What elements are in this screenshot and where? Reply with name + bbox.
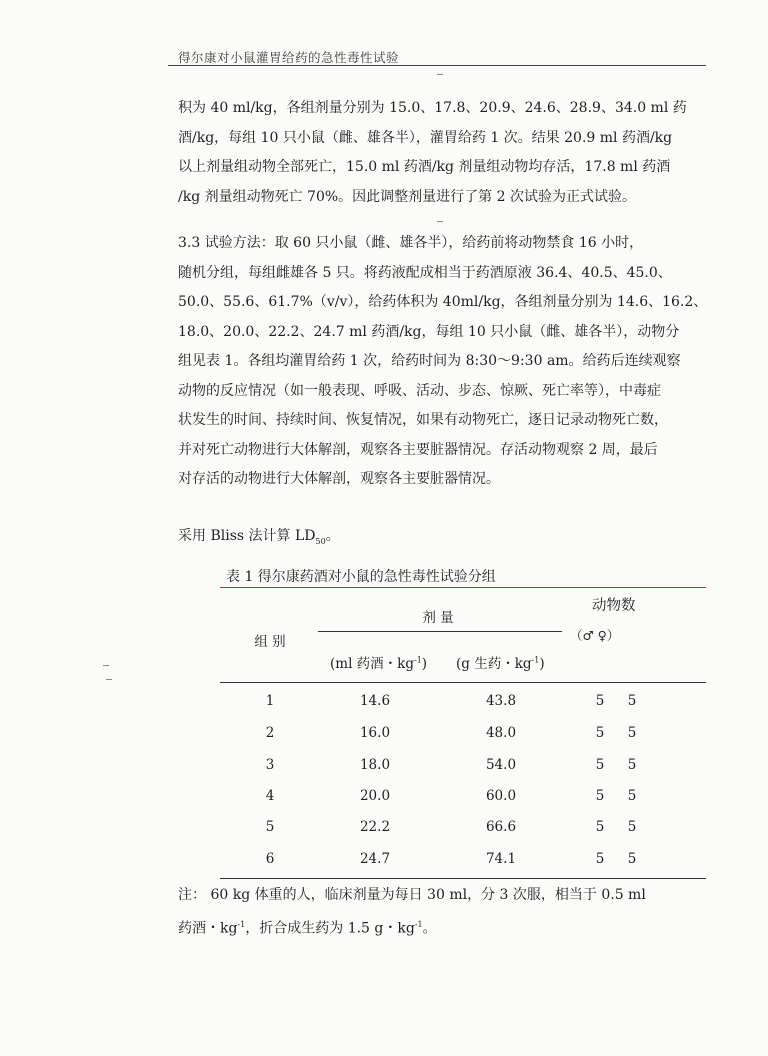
- cell-group: 3: [265, 757, 275, 773]
- cell-male: 5: [595, 693, 605, 709]
- header-group: 组 别: [254, 634, 286, 650]
- cell-group: 2: [265, 725, 275, 741]
- bliss-end: 。: [325, 528, 340, 544]
- cell-male: 5: [595, 788, 605, 804]
- note-text: ，折合成生药为 1.5 g・kg: [245, 920, 415, 937]
- text-line: [178, 522, 706, 552]
- table-note: [178, 881, 706, 944]
- cell-ml: 22.2: [359, 819, 391, 835]
- note-text: 。: [422, 920, 437, 937]
- cell-g: 60.0: [485, 788, 517, 804]
- note-superscript: -1: [237, 920, 246, 929]
- text-line: 对存活的动物进行大体解剖，观察各主要脏器情况。: [178, 471, 500, 487]
- cell-group: 6: [265, 851, 275, 867]
- cell-male: 5: [595, 851, 605, 867]
- cell-ml: 14.6: [359, 693, 391, 709]
- cell-group: 4: [265, 788, 275, 804]
- cell-g: 43.8: [485, 693, 517, 709]
- paragraph-test-method: [178, 229, 706, 495]
- scan-artifact: [103, 665, 109, 666]
- header-animals: 动物数: [592, 598, 636, 614]
- text-line: 50.0、55.6、61.7%（v/v），给药体积为 40ml/kg，各组剂量分别为 14.6、16.2、: [178, 294, 708, 310]
- paragraph-dosing-prelim: [178, 94, 706, 212]
- text-line: 状发生的时间、持续时间、恢复情况，如果有动物死亡，逐日记录动物死亡数，: [178, 412, 668, 428]
- text-line: 3.3 试验方法：取 60 只小鼠（雌、雄各半），给药前将动物禁食 16 小时，: [178, 235, 644, 251]
- text-line: 动物的反应情况（如一般表现、呼吸、活动、步态、惊厥、死亡率等），中毒症: [178, 382, 661, 399]
- dose-g-unit: (g 生药・kg: [456, 656, 532, 672]
- cell-female: 5: [627, 693, 637, 709]
- header-dose: 剂 量: [422, 610, 454, 626]
- cell-male: 5: [595, 725, 605, 741]
- unit-close: ): [539, 656, 545, 672]
- dose-subheader-rule: [318, 631, 562, 632]
- ld50-subscript: 50: [315, 536, 326, 546]
- text-line: 随机分组，每组雌雄各 5 只。将药液配成相当于药酒原液 36.4、40.5、45.0、: [178, 264, 672, 281]
- cell-male: 5: [595, 819, 605, 835]
- cell-female: 5: [627, 819, 637, 835]
- running-header: 得尔康对小鼠灌胃给药的急性毒性试验: [178, 50, 400, 65]
- cell-g: 54.0: [485, 757, 517, 773]
- text-line: 酒/kg，每组 10 只小鼠（雌、雄各半），灌胃给药 1 次。结果 20.9 ml 药酒/kg: [178, 129, 673, 146]
- cell-group: 5: [265, 819, 275, 835]
- text-line: /kg 剂量组动物死亡 70%。因此调整剂量进行了第 2 次试验为正式试验。: [178, 188, 636, 205]
- note-line: 注： 60 kg 体重的人，临床剂量为每日 30 ml，分 3 次服，相当于 0.5 ml: [178, 887, 646, 903]
- cell-ml: 20.0: [359, 788, 391, 804]
- cell-ml: 16.0: [359, 725, 391, 741]
- cell-group: 1: [265, 693, 275, 709]
- dose-ml-unit: (ml 药酒・kg: [330, 656, 414, 672]
- scan-artifact: [437, 221, 443, 222]
- scan-artifact: [437, 74, 443, 75]
- unit-superscript: -1: [531, 655, 540, 665]
- header-sex: （♂ ♀）: [570, 628, 620, 643]
- cell-ml: 24.7: [359, 851, 391, 867]
- text-line: 并对死亡动物进行大体解剖，观察各主要脏器情况。存活动物观察 2 周，最后: [178, 441, 658, 458]
- unit-close: ): [421, 656, 428, 672]
- cell-female: 5: [627, 757, 637, 773]
- table-top-rule: [220, 587, 706, 588]
- cell-male: 5: [595, 757, 605, 773]
- unit-superscript: -1: [414, 655, 422, 665]
- paragraph-bliss-method: [178, 522, 706, 552]
- text-line: 积为 40 ml/kg，各组剂量分别为 15.0、17.8、20.9、24.6、28.9、34.0 ml 药: [178, 100, 687, 116]
- cell-female: 5: [627, 851, 637, 867]
- cell-female: 5: [627, 788, 637, 804]
- header-dose-ml: [330, 652, 427, 672]
- cell-g: 66.6: [485, 819, 517, 835]
- cell-ml: 18.0: [359, 757, 391, 773]
- bliss-text: 采用 Bliss 法计算 LD: [178, 528, 316, 544]
- text-line: 组见表 1。各组均灌胃给药 1 次，给药时间为 8:30～9:30 am。给药后连续观察: [178, 353, 681, 369]
- cell-g: 48.0: [485, 725, 517, 741]
- scan-artifact: [106, 679, 112, 680]
- grouping-table: [220, 590, 706, 886]
- table-header-rule: [220, 682, 706, 683]
- header-rule: [168, 65, 706, 66]
- cell-g: 74.1: [485, 851, 517, 867]
- header-dose-g: [456, 652, 545, 672]
- note-line: [178, 910, 706, 944]
- text-line: 18.0、20.0、22.2、24.7 ml 药酒/kg，每组 10 只小鼠（雌、雄各半），动物分: [178, 323, 680, 340]
- note-text: 药酒・kg: [178, 920, 238, 937]
- table-bottom-rule: [220, 878, 706, 879]
- cell-female: 5: [627, 725, 637, 741]
- note-superscript: -1: [414, 920, 423, 929]
- text-line: 以上剂量组动物全部死亡，15.0 ml 药酒/kg 剂量组动物均存活，17.8 ml 药酒: [178, 159, 671, 175]
- table-caption: 表 1 得尔康药酒对小鼠的急性毒性试验分组: [226, 569, 496, 585]
